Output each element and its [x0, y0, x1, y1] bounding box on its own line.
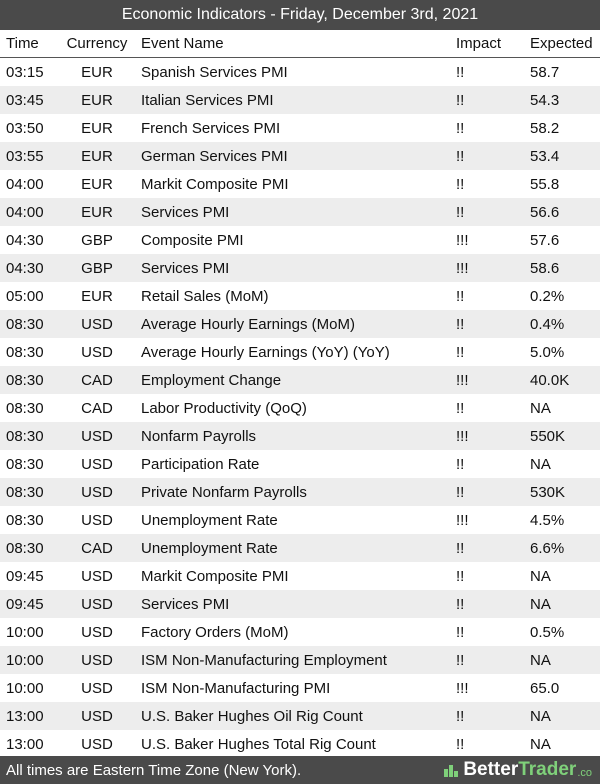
cell-currency: EUR	[61, 86, 133, 114]
cell-event: Labor Productivity (QoQ)	[133, 394, 452, 422]
table-row	[0, 226, 600, 254]
cell-impact: !!	[452, 618, 526, 646]
cell-time: 04:00	[0, 198, 61, 226]
cell-event: ISM Non-Manufacturing PMI	[133, 674, 452, 702]
cell-event: Retail Sales (MoM)	[133, 282, 452, 310]
cell-currency: EUR	[61, 58, 133, 87]
cell-currency: USD	[61, 506, 133, 534]
cell-impact: !!	[452, 114, 526, 142]
cell-expected: 65.0	[526, 674, 600, 702]
cell-impact: !!	[452, 170, 526, 198]
cell-event: Average Hourly Earnings (YoY) (YoY)	[133, 338, 452, 366]
cell-event: Spanish Services PMI	[133, 58, 452, 87]
cell-time: 10:00	[0, 646, 61, 674]
cell-impact: !!!	[452, 226, 526, 254]
table-body	[0, 58, 600, 759]
cell-currency: CAD	[61, 394, 133, 422]
cell-expected: NA	[526, 590, 600, 618]
cell-expected: 0.4%	[526, 310, 600, 338]
cell-currency: EUR	[61, 282, 133, 310]
cell-time: 09:45	[0, 590, 61, 618]
cell-event: Composite PMI	[133, 226, 452, 254]
cell-expected: 0.2%	[526, 282, 600, 310]
table-row	[0, 674, 600, 702]
cell-impact: !!	[452, 478, 526, 506]
table-row	[0, 478, 600, 506]
cell-expected: 58.6	[526, 254, 600, 282]
cell-impact: !!	[452, 646, 526, 674]
cell-event: Services PMI	[133, 198, 452, 226]
cell-time: 08:30	[0, 394, 61, 422]
cell-impact: !!	[452, 198, 526, 226]
cell-event: Markit Composite PMI	[133, 170, 452, 198]
cell-time: 08:30	[0, 478, 61, 506]
cell-currency: EUR	[61, 198, 133, 226]
cell-time: 10:00	[0, 618, 61, 646]
cell-currency: EUR	[61, 170, 133, 198]
table-row	[0, 562, 600, 590]
cell-event: French Services PMI	[133, 114, 452, 142]
cell-expected: 40.0K	[526, 366, 600, 394]
cell-currency: USD	[61, 674, 133, 702]
cell-currency: USD	[61, 618, 133, 646]
cell-expected: NA	[526, 394, 600, 422]
cell-expected: 54.3	[526, 86, 600, 114]
cell-currency: CAD	[61, 366, 133, 394]
cell-impact: !!	[452, 310, 526, 338]
cell-expected: 5.0%	[526, 338, 600, 366]
cell-impact: !!	[452, 282, 526, 310]
cell-time: 10:00	[0, 674, 61, 702]
cell-currency: USD	[61, 422, 133, 450]
cell-expected: 550K	[526, 422, 600, 450]
cell-expected: NA	[526, 562, 600, 590]
cell-impact: !!!	[452, 422, 526, 450]
cell-impact: !!!	[452, 366, 526, 394]
cell-currency: USD	[61, 450, 133, 478]
cell-expected: 58.7	[526, 58, 600, 87]
table-row	[0, 86, 600, 114]
column-header-time: Time	[0, 30, 61, 58]
indicators-table	[0, 30, 600, 758]
cell-impact: !!	[452, 142, 526, 170]
brand-logo	[443, 759, 600, 781]
cell-impact: !!!	[452, 674, 526, 702]
cell-impact: !!!	[452, 254, 526, 282]
column-header-currency: Currency	[61, 30, 133, 58]
cell-event: German Services PMI	[133, 142, 452, 170]
cell-expected: 55.8	[526, 170, 600, 198]
brand-text-better: Better	[463, 759, 519, 780]
brand-text-tld: .co	[577, 766, 592, 779]
cell-time: 13:00	[0, 730, 61, 758]
cell-time: 04:30	[0, 254, 61, 282]
cell-expected: 530K	[526, 478, 600, 506]
page-title	[0, 0, 600, 30]
table-row	[0, 646, 600, 674]
table-row	[0, 114, 600, 142]
cell-event: U.S. Baker Hughes Total Rig Count	[133, 730, 452, 758]
cell-currency: USD	[61, 562, 133, 590]
cell-time: 08:30	[0, 506, 61, 534]
cell-expected: 57.6	[526, 226, 600, 254]
cell-time: 08:30	[0, 450, 61, 478]
table-row	[0, 702, 600, 730]
table-row	[0, 730, 600, 758]
cell-currency: USD	[61, 702, 133, 730]
cell-time: 08:30	[0, 338, 61, 366]
page-title-text: Economic Indicators - Friday, December 3rd, 2021	[121, 6, 479, 23]
cell-event: ISM Non-Manufacturing Employment	[133, 646, 452, 674]
table-row	[0, 506, 600, 534]
cell-currency: EUR	[61, 142, 133, 170]
cell-impact: !!	[452, 58, 526, 87]
cell-impact: !!	[452, 590, 526, 618]
table-row	[0, 394, 600, 422]
column-header-expected: Expected	[526, 30, 600, 58]
table-row	[0, 198, 600, 226]
cell-currency: USD	[61, 478, 133, 506]
cell-expected: 6.6%	[526, 534, 600, 562]
cell-event: Unemployment Rate	[133, 506, 452, 534]
cell-expected: NA	[526, 646, 600, 674]
cell-impact: !!!	[452, 506, 526, 534]
cell-impact: !!	[452, 338, 526, 366]
brand-text-trader: Trader	[518, 759, 577, 780]
cell-time: 13:00	[0, 702, 61, 730]
cell-currency: CAD	[61, 534, 133, 562]
cell-currency: USD	[61, 590, 133, 618]
column-header-impact: Impact	[452, 30, 526, 58]
cell-impact: !!	[452, 450, 526, 478]
table-row	[0, 422, 600, 450]
table-row	[0, 450, 600, 478]
cell-event: Factory Orders (MoM)	[133, 618, 452, 646]
cell-event: Services PMI	[133, 254, 452, 282]
table-row	[0, 254, 600, 282]
footer-note: All times are Eastern Time Zone (New York).	[6, 761, 302, 779]
cell-impact: !!	[452, 562, 526, 590]
cell-event: Nonfarm Payrolls	[133, 422, 452, 450]
cell-expected: 53.4	[526, 142, 600, 170]
table-row	[0, 282, 600, 310]
cell-currency: GBP	[61, 226, 133, 254]
cell-expected: 56.6	[526, 198, 600, 226]
cell-event: Services PMI	[133, 590, 452, 618]
cell-expected: NA	[526, 702, 600, 730]
cell-expected: 0.5%	[526, 618, 600, 646]
cell-event: Employment Change	[133, 366, 452, 394]
table-row	[0, 534, 600, 562]
cell-impact: !!	[452, 394, 526, 422]
cell-time: 03:50	[0, 114, 61, 142]
cell-impact: !!	[452, 86, 526, 114]
cell-time: 04:30	[0, 226, 61, 254]
cell-time: 08:30	[0, 534, 61, 562]
cell-currency: GBP	[61, 254, 133, 282]
cell-expected: 4.5%	[526, 506, 600, 534]
cell-event: Participation Rate	[133, 450, 452, 478]
cell-expected: NA	[526, 730, 600, 758]
cell-event: U.S. Baker Hughes Oil Rig Count	[133, 702, 452, 730]
cell-expected: 58.2	[526, 114, 600, 142]
table-row	[0, 310, 600, 338]
cell-event: Italian Services PMI	[133, 86, 452, 114]
cell-time: 03:15	[0, 58, 61, 87]
cell-time: 05:00	[0, 282, 61, 310]
cell-impact: !!	[452, 730, 526, 758]
footer-bar	[0, 756, 600, 784]
cell-event: Private Nonfarm Payrolls	[133, 478, 452, 506]
cell-event: Markit Composite PMI	[133, 562, 452, 590]
table-row	[0, 590, 600, 618]
table-header-row	[0, 30, 600, 58]
table-row	[0, 366, 600, 394]
cell-impact: !!	[452, 534, 526, 562]
cell-time: 03:55	[0, 142, 61, 170]
table-row	[0, 618, 600, 646]
cell-expected: NA	[526, 450, 600, 478]
cell-time: 04:00	[0, 170, 61, 198]
cell-time: 08:30	[0, 310, 61, 338]
cell-event: Unemployment Rate	[133, 534, 452, 562]
cell-event: Average Hourly Earnings (MoM)	[133, 310, 452, 338]
table-row	[0, 142, 600, 170]
cell-currency: USD	[61, 730, 133, 758]
bar-chart-icon	[443, 762, 459, 778]
table-row	[0, 170, 600, 198]
cell-time: 03:45	[0, 86, 61, 114]
cell-time: 08:30	[0, 422, 61, 450]
cell-currency: USD	[61, 310, 133, 338]
table-row	[0, 338, 600, 366]
column-header-event: Event Name	[133, 30, 452, 58]
cell-currency: USD	[61, 646, 133, 674]
cell-currency: EUR	[61, 114, 133, 142]
table-row	[0, 58, 600, 87]
cell-time: 08:30	[0, 366, 61, 394]
cell-time: 09:45	[0, 562, 61, 590]
cell-currency: USD	[61, 338, 133, 366]
cell-impact: !!	[452, 702, 526, 730]
